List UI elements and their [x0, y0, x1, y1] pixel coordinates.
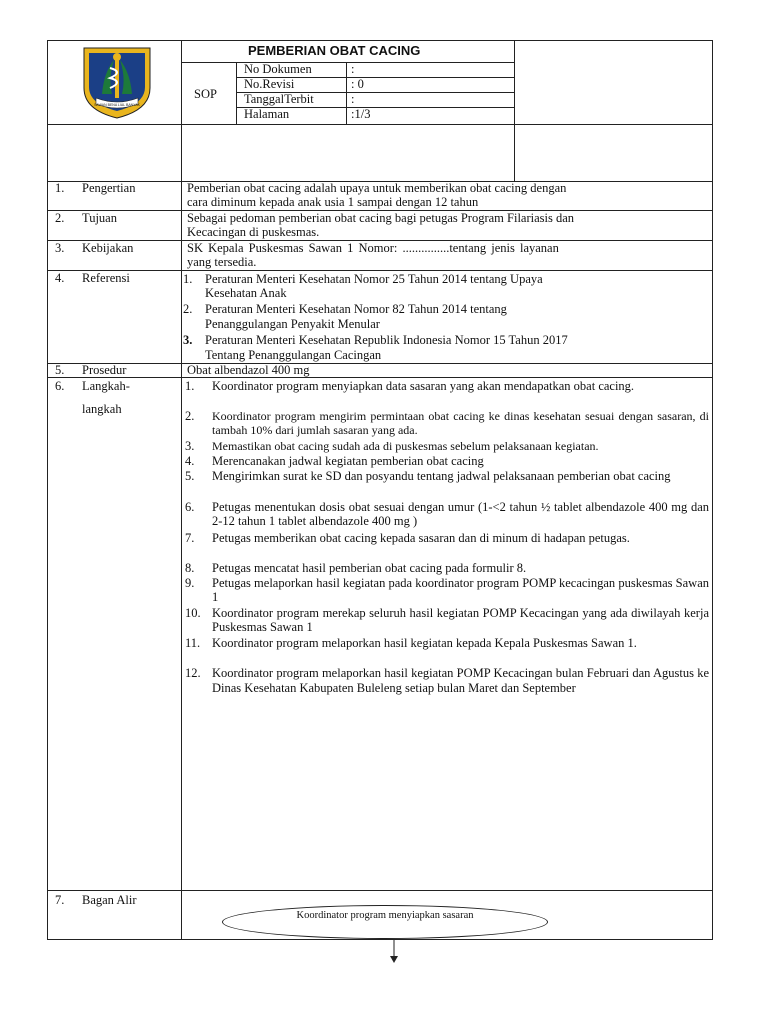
step-number: 2. — [185, 409, 195, 423]
meta-value-halaman: :1/3 — [351, 107, 371, 121]
flowchart-node-label — [223, 910, 547, 922]
section-label-pengertian: Pengertian — [82, 181, 136, 195]
langkah-step — [185, 469, 711, 499]
puskesmas-logo — [80, 44, 154, 120]
step-number: 1. — [185, 379, 195, 393]
section-number-4: 4. — [55, 271, 65, 285]
body-column-divider — [181, 181, 182, 940]
step-text: Koordinator program merekap seluruh hasil kegiatan POMP Kecacingan yang ada diwilayah kerja Puskesmas Sawan 1 — [212, 606, 709, 634]
meta-divider-1 — [236, 62, 237, 124]
langkah-step — [185, 500, 711, 530]
row-divider-6 — [47, 890, 713, 891]
header-divider-right — [514, 40, 515, 182]
flowchart-start-node — [222, 905, 548, 939]
pengertian-line-2: cara diminum kepada anak usia 1 sampai dengan 12 tahun — [187, 195, 479, 209]
langkah-step — [185, 454, 711, 469]
section-number-2: 2. — [55, 211, 65, 225]
row-divider-5 — [47, 377, 713, 378]
sop-label: SOP — [194, 87, 217, 101]
flow-arrow-icon — [390, 940, 398, 964]
step-text: Koordinator program menyiapkan data sasaran yang akan mendapatkan obat cacing. — [212, 379, 635, 393]
section-label-langkah-2: langkah — [82, 402, 122, 416]
langkah-step — [185, 439, 711, 454]
meta-divider-2 — [346, 62, 347, 124]
tujuan-line-2: Kecacingan di puskesmas. — [187, 225, 320, 239]
step-text: Memastikan obat cacing sudah ada di puskesmas sebelum pelaksanaan kegiatan. — [212, 439, 599, 453]
referensi-item-line: Penanggulangan Penyakit Menular — [205, 317, 380, 331]
row-divider-3 — [47, 270, 713, 271]
langkah-step — [185, 561, 711, 576]
step-number: 5. — [185, 469, 195, 483]
section-number-5: 5. — [55, 363, 65, 377]
logo-emblem-icon — [80, 44, 154, 120]
section-label-prosedur: Prosedur — [82, 363, 127, 377]
langkah-step — [185, 606, 711, 636]
langkah-step — [185, 409, 711, 439]
referensi-item-line: Tentang Penanggulangan Cacingan — [205, 348, 382, 362]
referensi-item-number: 1. — [183, 272, 193, 286]
referensi-item-number: 2. — [183, 302, 193, 316]
title-underline — [181, 62, 514, 63]
step-text: Petugas memberikan obat cacing kepada sasaran dan di minum di hadapan petugas. — [212, 531, 630, 545]
meta-label-no-revisi: No.Revisi — [244, 77, 295, 91]
kebijakan-line-1: SK Kepala Puskesmas Sawan 1 Nomor: ...............tentang jenis layanan — [187, 241, 559, 255]
logo-motto-text: SAWAN BENA LIAL BANYAK — [94, 103, 140, 107]
section-label-bagan-alir: Bagan Alir — [82, 893, 137, 907]
meta-value-tanggal-terbit: : — [351, 92, 355, 106]
meta-value-no-revisi: : 0 — [351, 77, 364, 91]
langkah-step — [185, 531, 711, 561]
referensi-item-line: Peraturan Menteri Kesehatan Republik Indonesia Nomor 15 Tahun 2017 — [205, 333, 568, 347]
referensi-item-number: 3. — [183, 333, 193, 347]
prosedur-text: Obat albendazol 400 mg — [187, 363, 310, 377]
meta-value-no-dokumen: : — [351, 62, 355, 76]
section-label-langkah: Langkah- — [82, 379, 130, 393]
meta-label-tanggal-terbit: TanggalTerbit — [244, 92, 314, 106]
step-text: Petugas menentukan dosis obat sesuai dengan umur (1-<2 tahun ½ tablet albendazole 400 mg dan 2-12 tahun 1 tablet albendazole 400 mg ) — [212, 500, 709, 528]
kebijakan-line-2: yang tersedia. — [187, 255, 257, 269]
step-number: 8. — [185, 561, 195, 575]
step-number: 4. — [185, 454, 195, 468]
step-number: 3. — [185, 439, 195, 453]
step-number: 10. — [185, 606, 201, 620]
section-label-kebijakan: Kebijakan — [82, 241, 134, 255]
step-text: Petugas melaporkan hasil kegiatan pada koordinator program POMP kecacingan puskesmas Sawan 1 — [212, 576, 709, 604]
flowchart-node-text: Koordinator program menyiapkan sasaran — [296, 910, 474, 921]
step-number: 7. — [185, 531, 195, 545]
step-text: Mengirimkan surat ke SD dan posyandu tentang jadwal pelaksanaan pemberian obat cacing — [212, 469, 671, 483]
referensi-item-line: Kesehatan Anak — [205, 286, 287, 300]
tujuan-line-1: Sebagai pedoman pemberian obat cacing bagi petugas Program Filariasis dan — [187, 211, 575, 225]
section-number-6: 6. — [55, 379, 65, 393]
meta-label-no-dokumen: No Dokumen — [244, 62, 312, 76]
header-bottom-line — [47, 124, 713, 125]
step-number: 9. — [185, 576, 195, 590]
section-number-3: 3. — [55, 241, 65, 255]
langkah-step — [185, 576, 711, 606]
step-text: Koordinator program melaporkan hasil kegiatan POMP Kecacingan bulan Februari dan Agustus ke Dinas Kesehatan Kabupaten Buleleng setiap bulan Maret dan September — [212, 666, 709, 695]
langkah-step — [185, 379, 711, 409]
step-text: Koordinator program mengirim permintaan obat cacing ke dinas kesehatan sesuai dengan sasaran, di tambah 10% dari jumlah sasaran yang ada. — [212, 409, 709, 437]
step-number: 12. — [185, 666, 201, 680]
section-label-referensi: Referensi — [82, 271, 130, 285]
langkah-step — [185, 666, 711, 712]
step-number: 11. — [185, 636, 201, 650]
referensi-item-line: Peraturan Menteri Kesehatan Nomor 82 Tahun 2014 tentang — [205, 302, 507, 316]
step-text: Petugas mencatat hasil pemberian obat cacing pada formulir 8. — [212, 561, 527, 575]
section-label-tujuan: Tujuan — [82, 211, 117, 225]
meta-label-halaman: Halaman — [244, 107, 290, 121]
referensi-item-line: Peraturan Menteri Kesehatan Nomor 25 Tahun 2014 tentang Upaya — [205, 272, 543, 286]
step-text: Merencanakan jadwal kegiatan pemberian obat cacing — [212, 454, 484, 468]
section-number-1: 1. — [55, 181, 65, 195]
row-divider-4 — [47, 363, 713, 364]
step-text: Koordinator program melaporkan hasil kegiatan kepada Kepala Puskesmas Sawan 1. — [212, 636, 637, 650]
langkah-step — [185, 636, 711, 666]
pengertian-line-1: Pemberian obat cacing adalah upaya untuk memberikan obat cacing dengan — [187, 181, 567, 195]
section-number-7: 7. — [55, 893, 65, 907]
step-number: 6. — [185, 500, 195, 514]
document-title: PEMBERIAN OBAT CACING — [248, 43, 421, 58]
